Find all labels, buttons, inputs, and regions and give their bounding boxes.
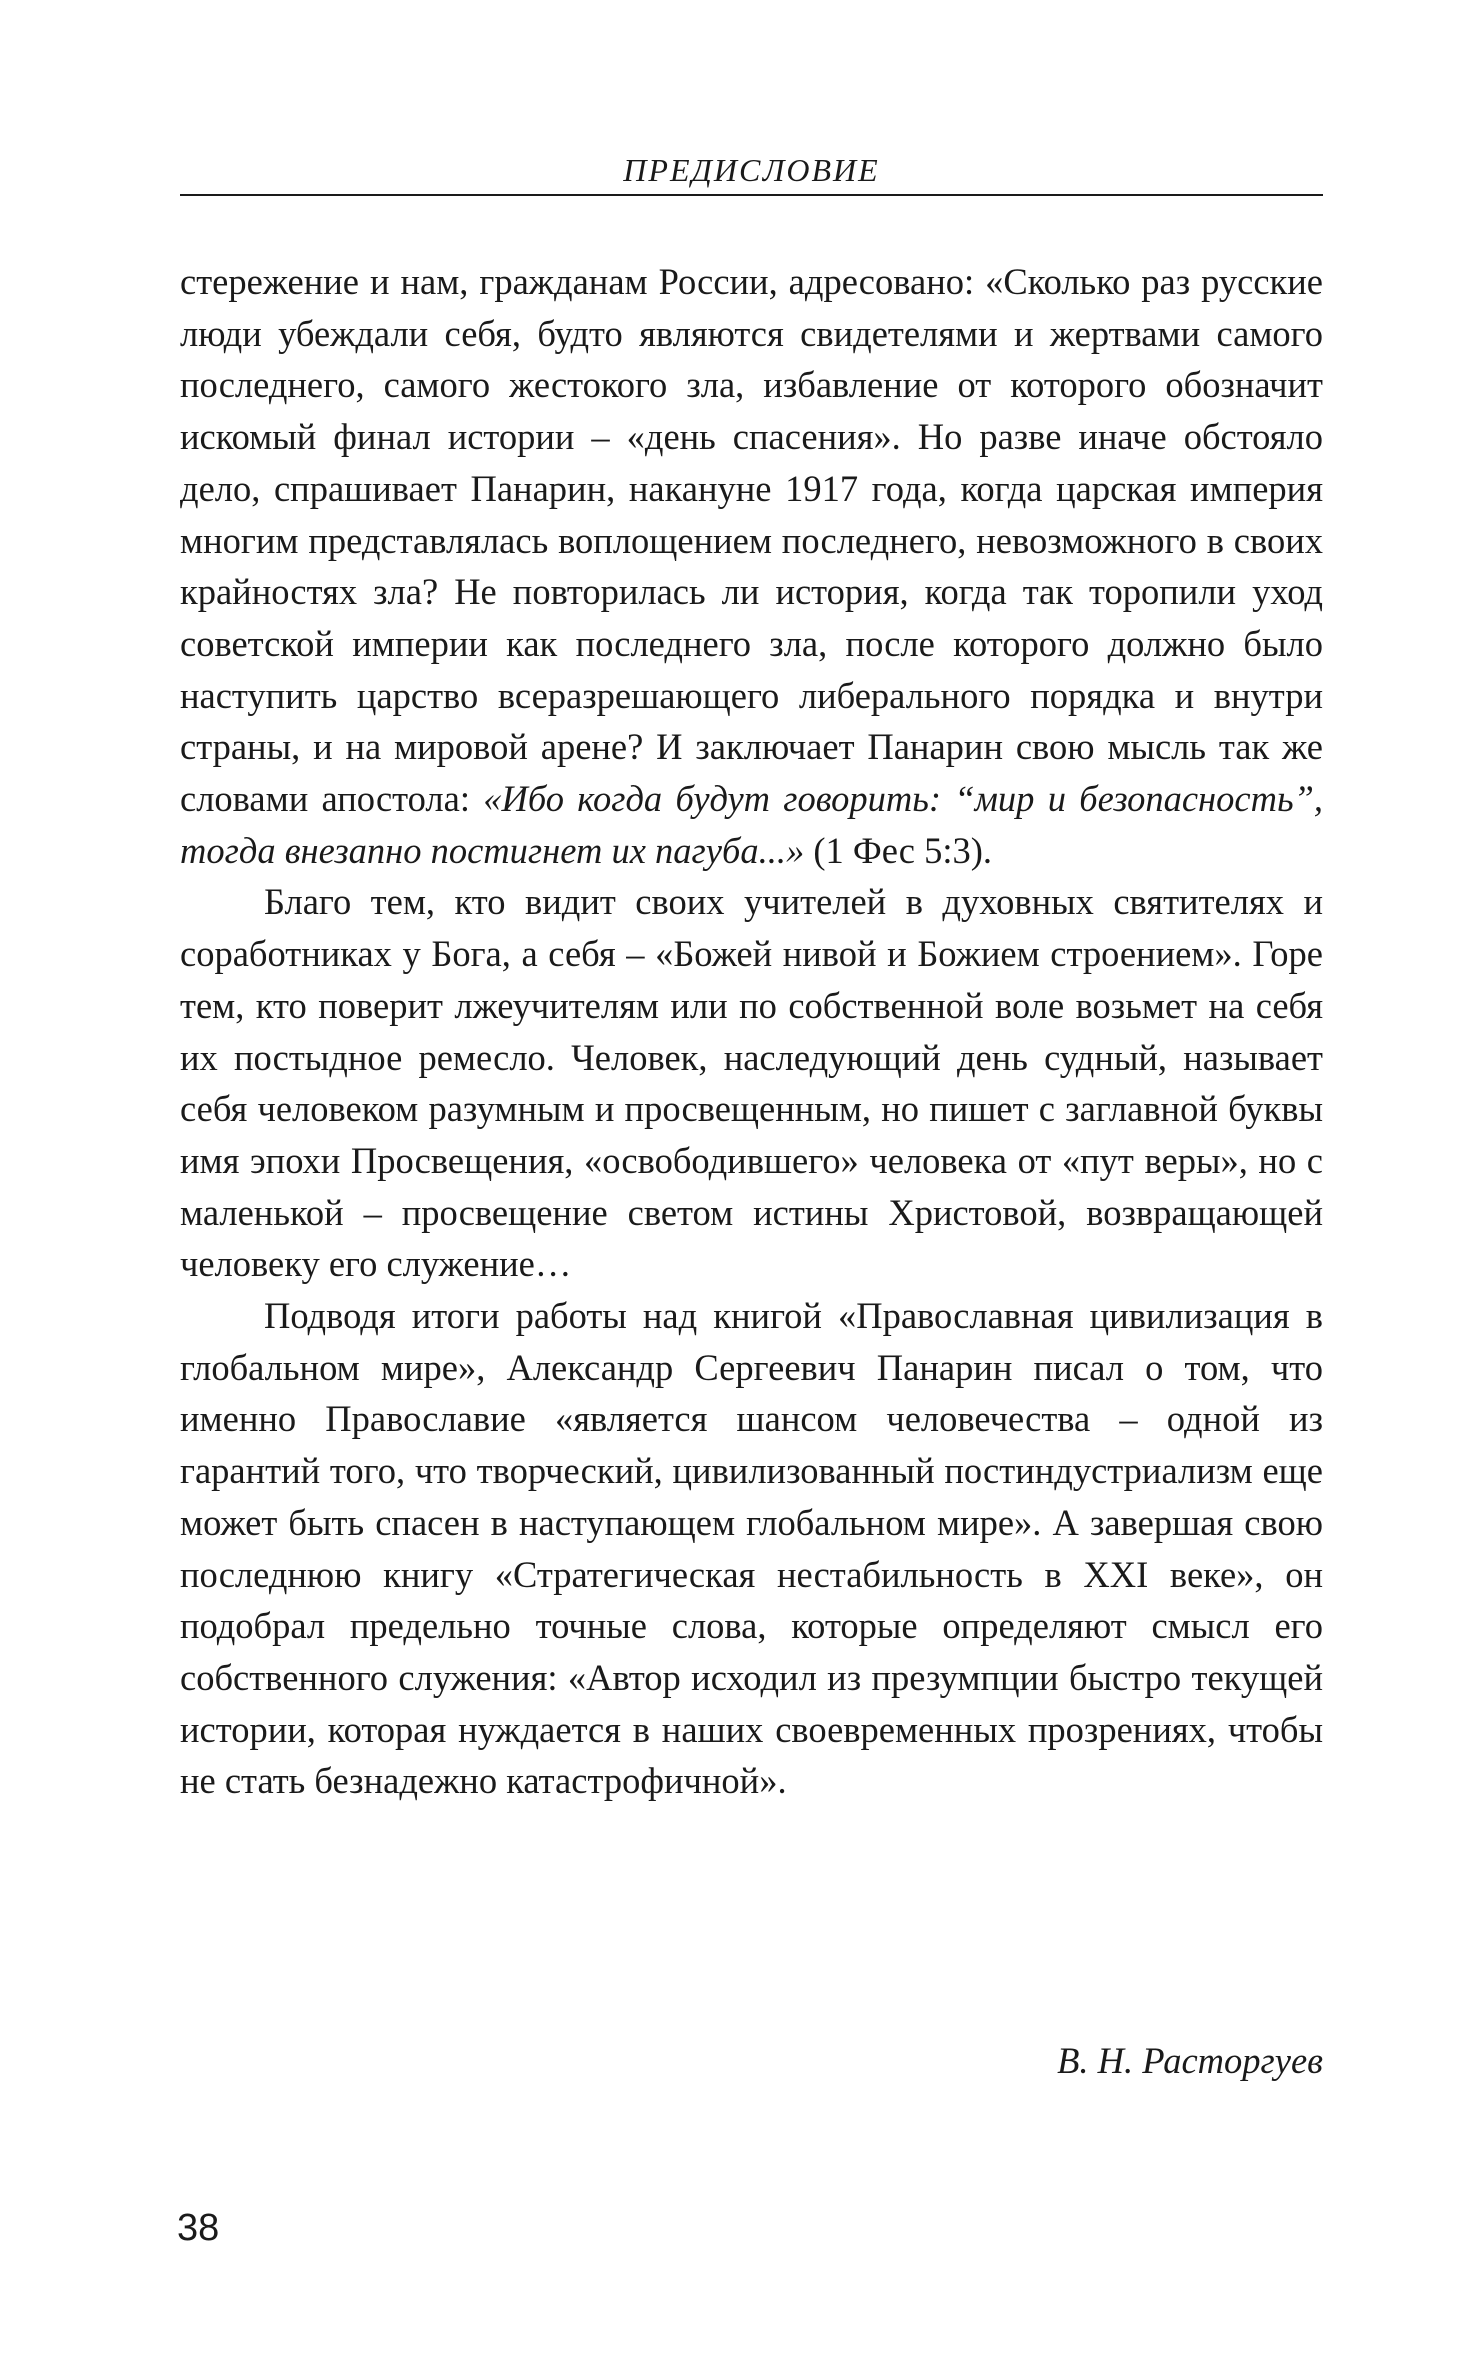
bible-quote: «Ибо когда будут говорить: “мир и безопасность”, тогда внезапно постигнет их пагуба...» bbox=[180, 778, 1323, 871]
running-head: ПРЕДИСЛОВИЕ bbox=[623, 152, 880, 188]
paragraph-3: Подводя итоги работы над книгой «Православная цивилизация в глобальном мире», Александр Сергеевич Панарин писал о том, что именно Православие «является шансом человечества – одной из гарантий того, что творческий, цивилизованный постиндустриализм еще может быть спасен в наступающем глобальном мире». А завершая свою последнюю книгу «Стратегическая нестабильность в XXI веке», он подобрал предельно точные слова, которые определяют смысл его собственного служения: «Автор исходил из презумпции быстро текущей истории, которая нуждается в наших своевременных прозрениях, чтобы не стать безнадежно катастрофичной». bbox=[180, 1295, 1323, 1802]
paragraph-1-text: стережение и нам, гражданам России, адресовано: «Сколько раз русские люди убеждали себя, будто являются свидетелями и жертвами самого последнего, самого жестокого зла, избавление от которого обозначит искомый финал истории – «день спасения». Но разве иначе обстояло дело, спрашивает Панарин, накануне 1917 года, когда царская империя многим представлялась воплощением последнего, невозможного в своих крайностях зла? Не повторилась ли история, когда так торопили уход советской империи как последнего зла, после которого должно было наступить царство всеразрешающего либерального порядка и внутри страны, и на мировой арене? И заключает Панарин свою мысль так же словами апостола: bbox=[180, 261, 1323, 820]
paragraph-1 bbox=[180, 256, 1323, 876]
header-rule bbox=[180, 194, 1323, 196]
paragraph-2: Благо тем, кто видит своих учителей в духовных святителях и соработниках у Бога, а себя – «Божей нивой и Божием строением». Горе тем, кто поверит лжеучителям или по собственной воле возьмет на себя их постыдное ремесло. Человек, наследующий день судный, называет себя человеком разумным и просвещенным, но пишет с заглавной буквы имя эпохи Просвещения, «освободившего» человека от «пут веры», но с маленькой – просвещение светом истины Христовой, возвращающей человеку его служение… bbox=[180, 881, 1323, 1285]
bible-reference: (1 Фес 5:3). bbox=[804, 829, 993, 871]
page-number: 38 bbox=[177, 2207, 220, 2249]
body-text bbox=[180, 256, 1323, 1807]
author-signature: В. Н. Расторгуев bbox=[1057, 2040, 1323, 2081]
